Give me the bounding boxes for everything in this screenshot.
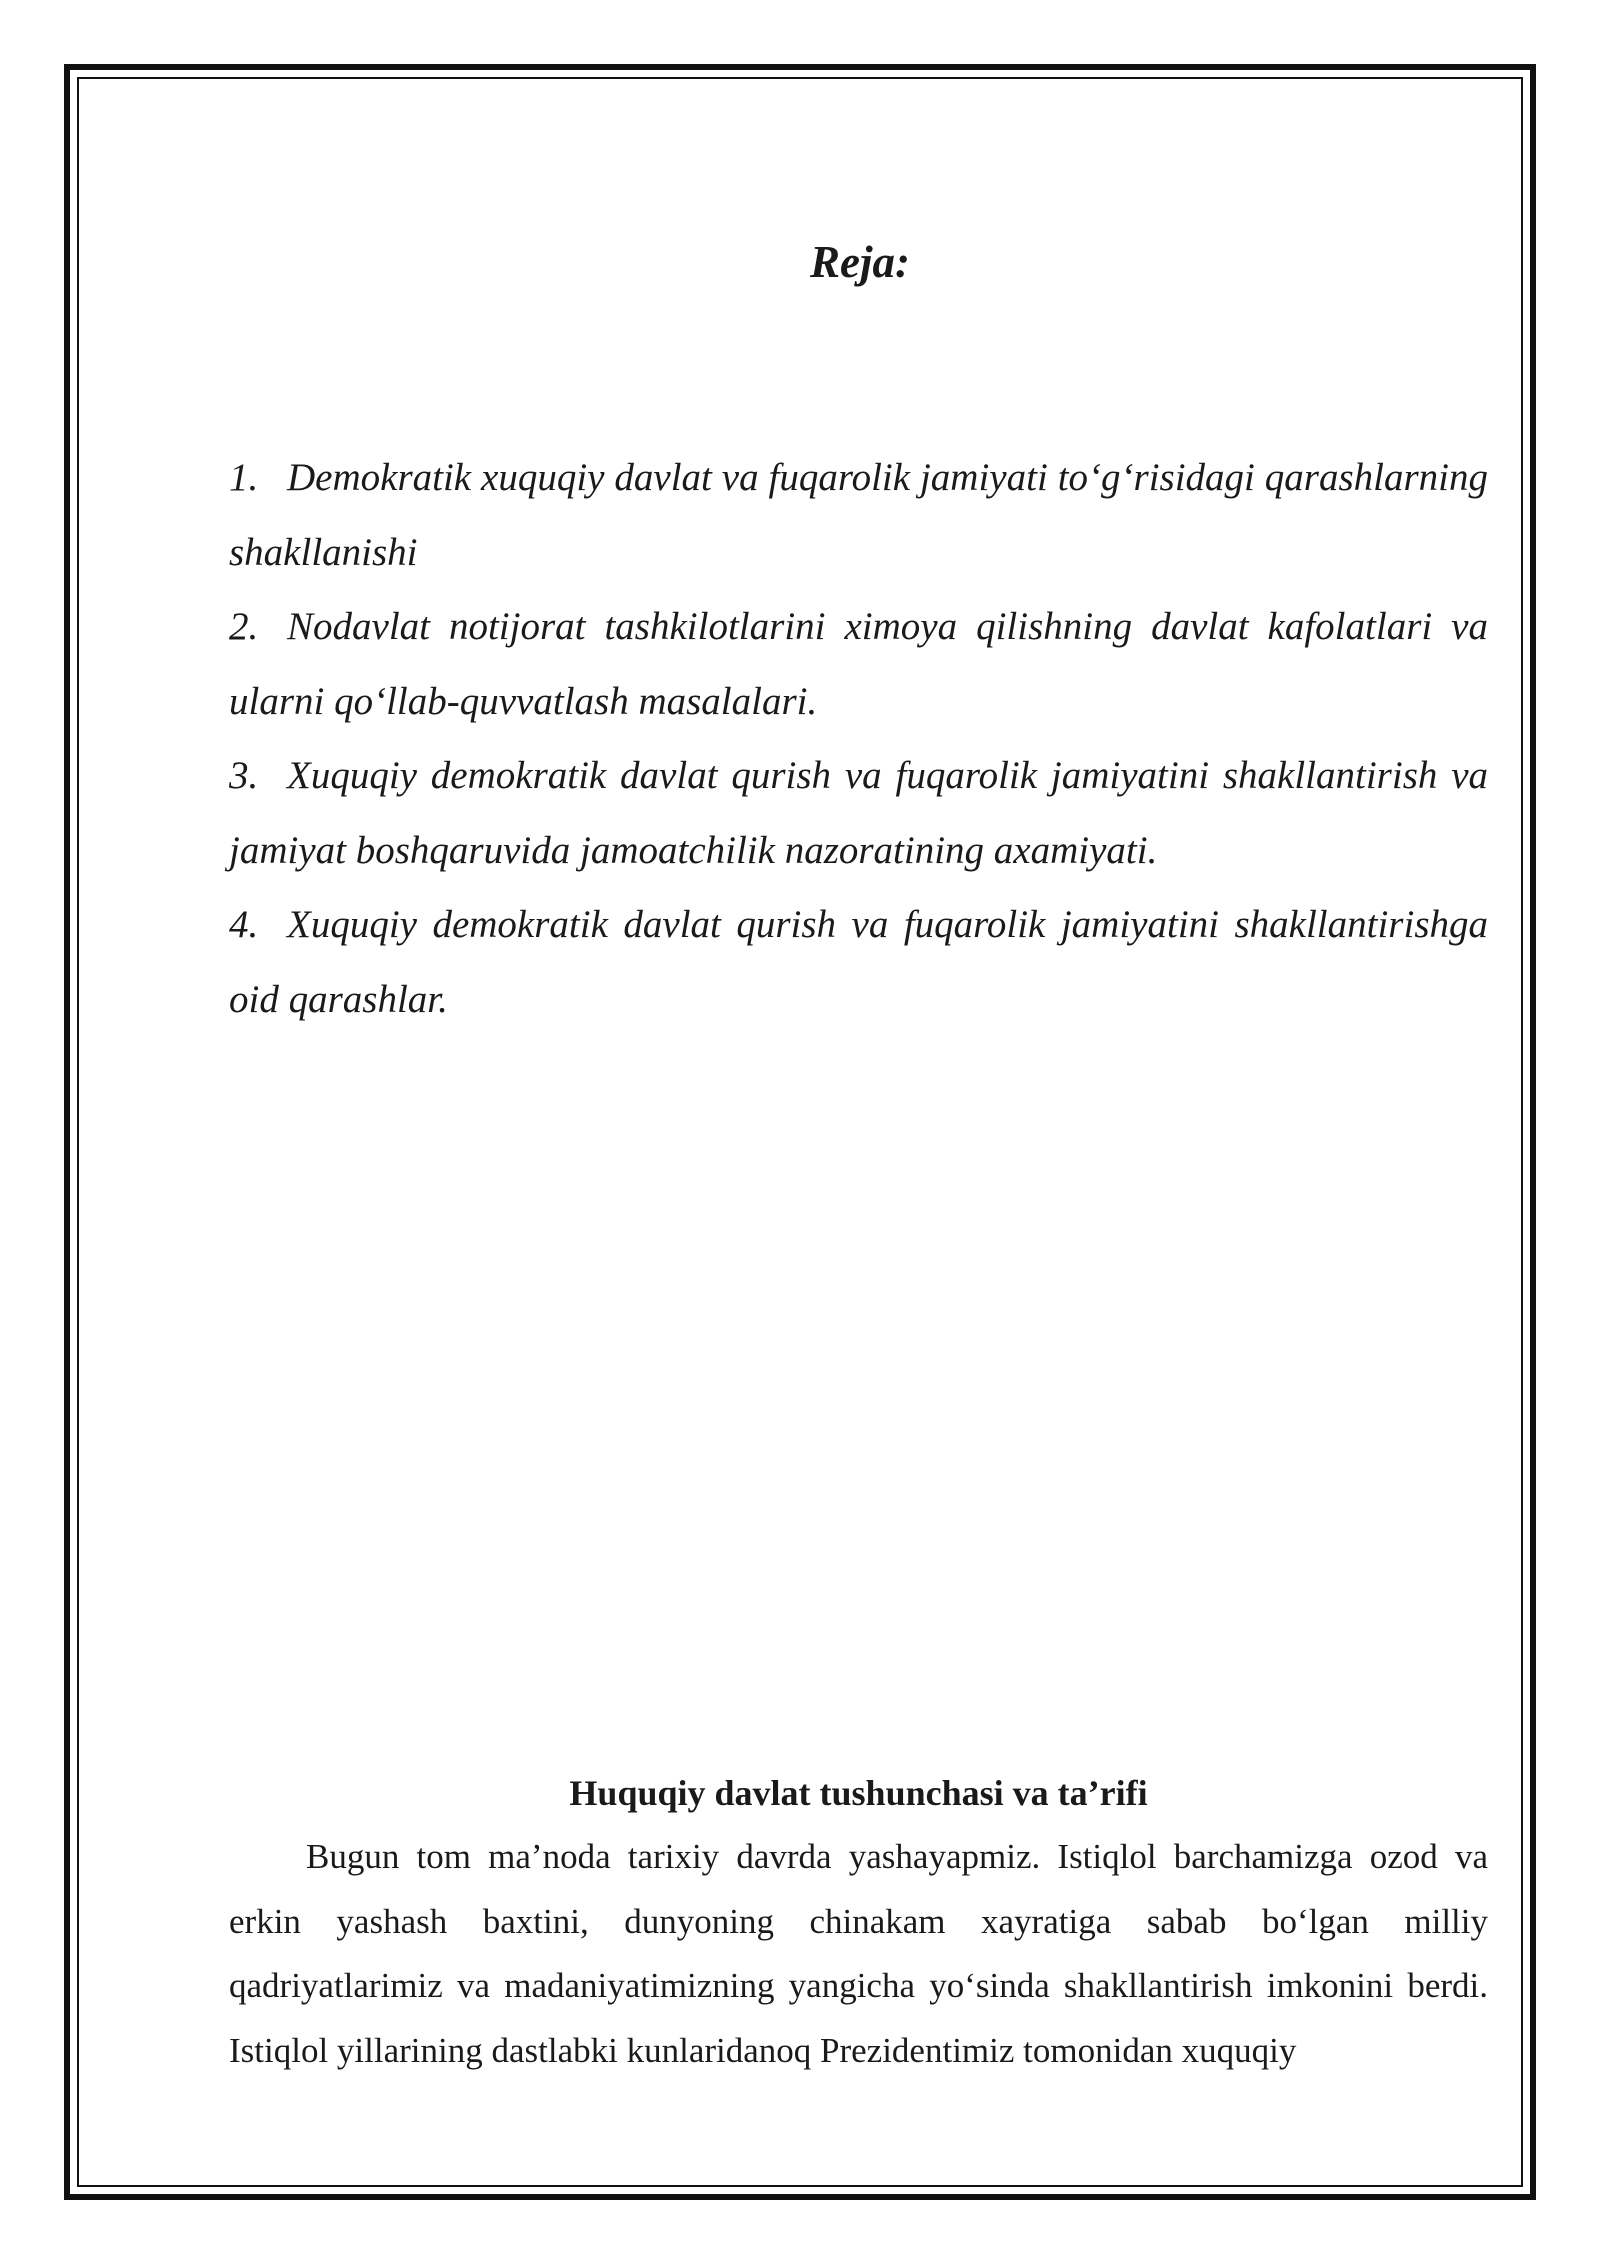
- plan-item-1: [229, 441, 1488, 590]
- plan-item-text: Xuquqiy demokratik davlat qurish va fuqarolik jamiyatini shakllantirish va jamiyat boshqaruvida jamoatchilik nazoratining axamiyati.: [229, 754, 1488, 872]
- plan-item-text: Demokratik xuquqiy davlat va fuqarolik jamiyati to‘g‘risidagi qarashlarning shakllanishi: [229, 456, 1488, 574]
- plan-list: [229, 441, 1488, 1037]
- plan-item-number: 4.: [229, 903, 259, 946]
- plan-item-4: [229, 888, 1488, 1037]
- body-paragraph: Bugun tom ma’noda tarixiy davrda yashayapmiz. Istiqlol barchamizga ozod va erkin yashash baxtini, dunyoning chinakam xayratiga sabab bo‘lgan milliy qadriyatlarimiz va madaniyatimizning yangicha yo‘sinda shakllantirish imkonini berdi. Istiqlol yillarining dastlabki kunlaridanoq Prezidentimiz tomonidan xuquqiy: [229, 1837, 1488, 2070]
- plan-item-3: [229, 739, 1488, 888]
- plan-item-number: 2.: [229, 605, 259, 648]
- plan-item-2: [229, 590, 1488, 739]
- plan-item-text: Nodavlat notijorat tashkilotlarini ximoya qilishning davlat kafolatlari va ularni qo‘llab-quvvatlash masalalari.: [229, 605, 1488, 723]
- section-heading: Huquqiy davlat tushunchasi va ta’rifi: [569, 1773, 1148, 1813]
- plan-title: Reja:: [810, 237, 910, 287]
- plan-item-number: 3.: [229, 754, 259, 797]
- plan-item-text: Xuquqiy demokratik davlat qurish va fuqarolik jamiyatini shakllantirishga oid qarashlar.: [229, 903, 1488, 1021]
- plan-item-number: 1.: [229, 456, 259, 499]
